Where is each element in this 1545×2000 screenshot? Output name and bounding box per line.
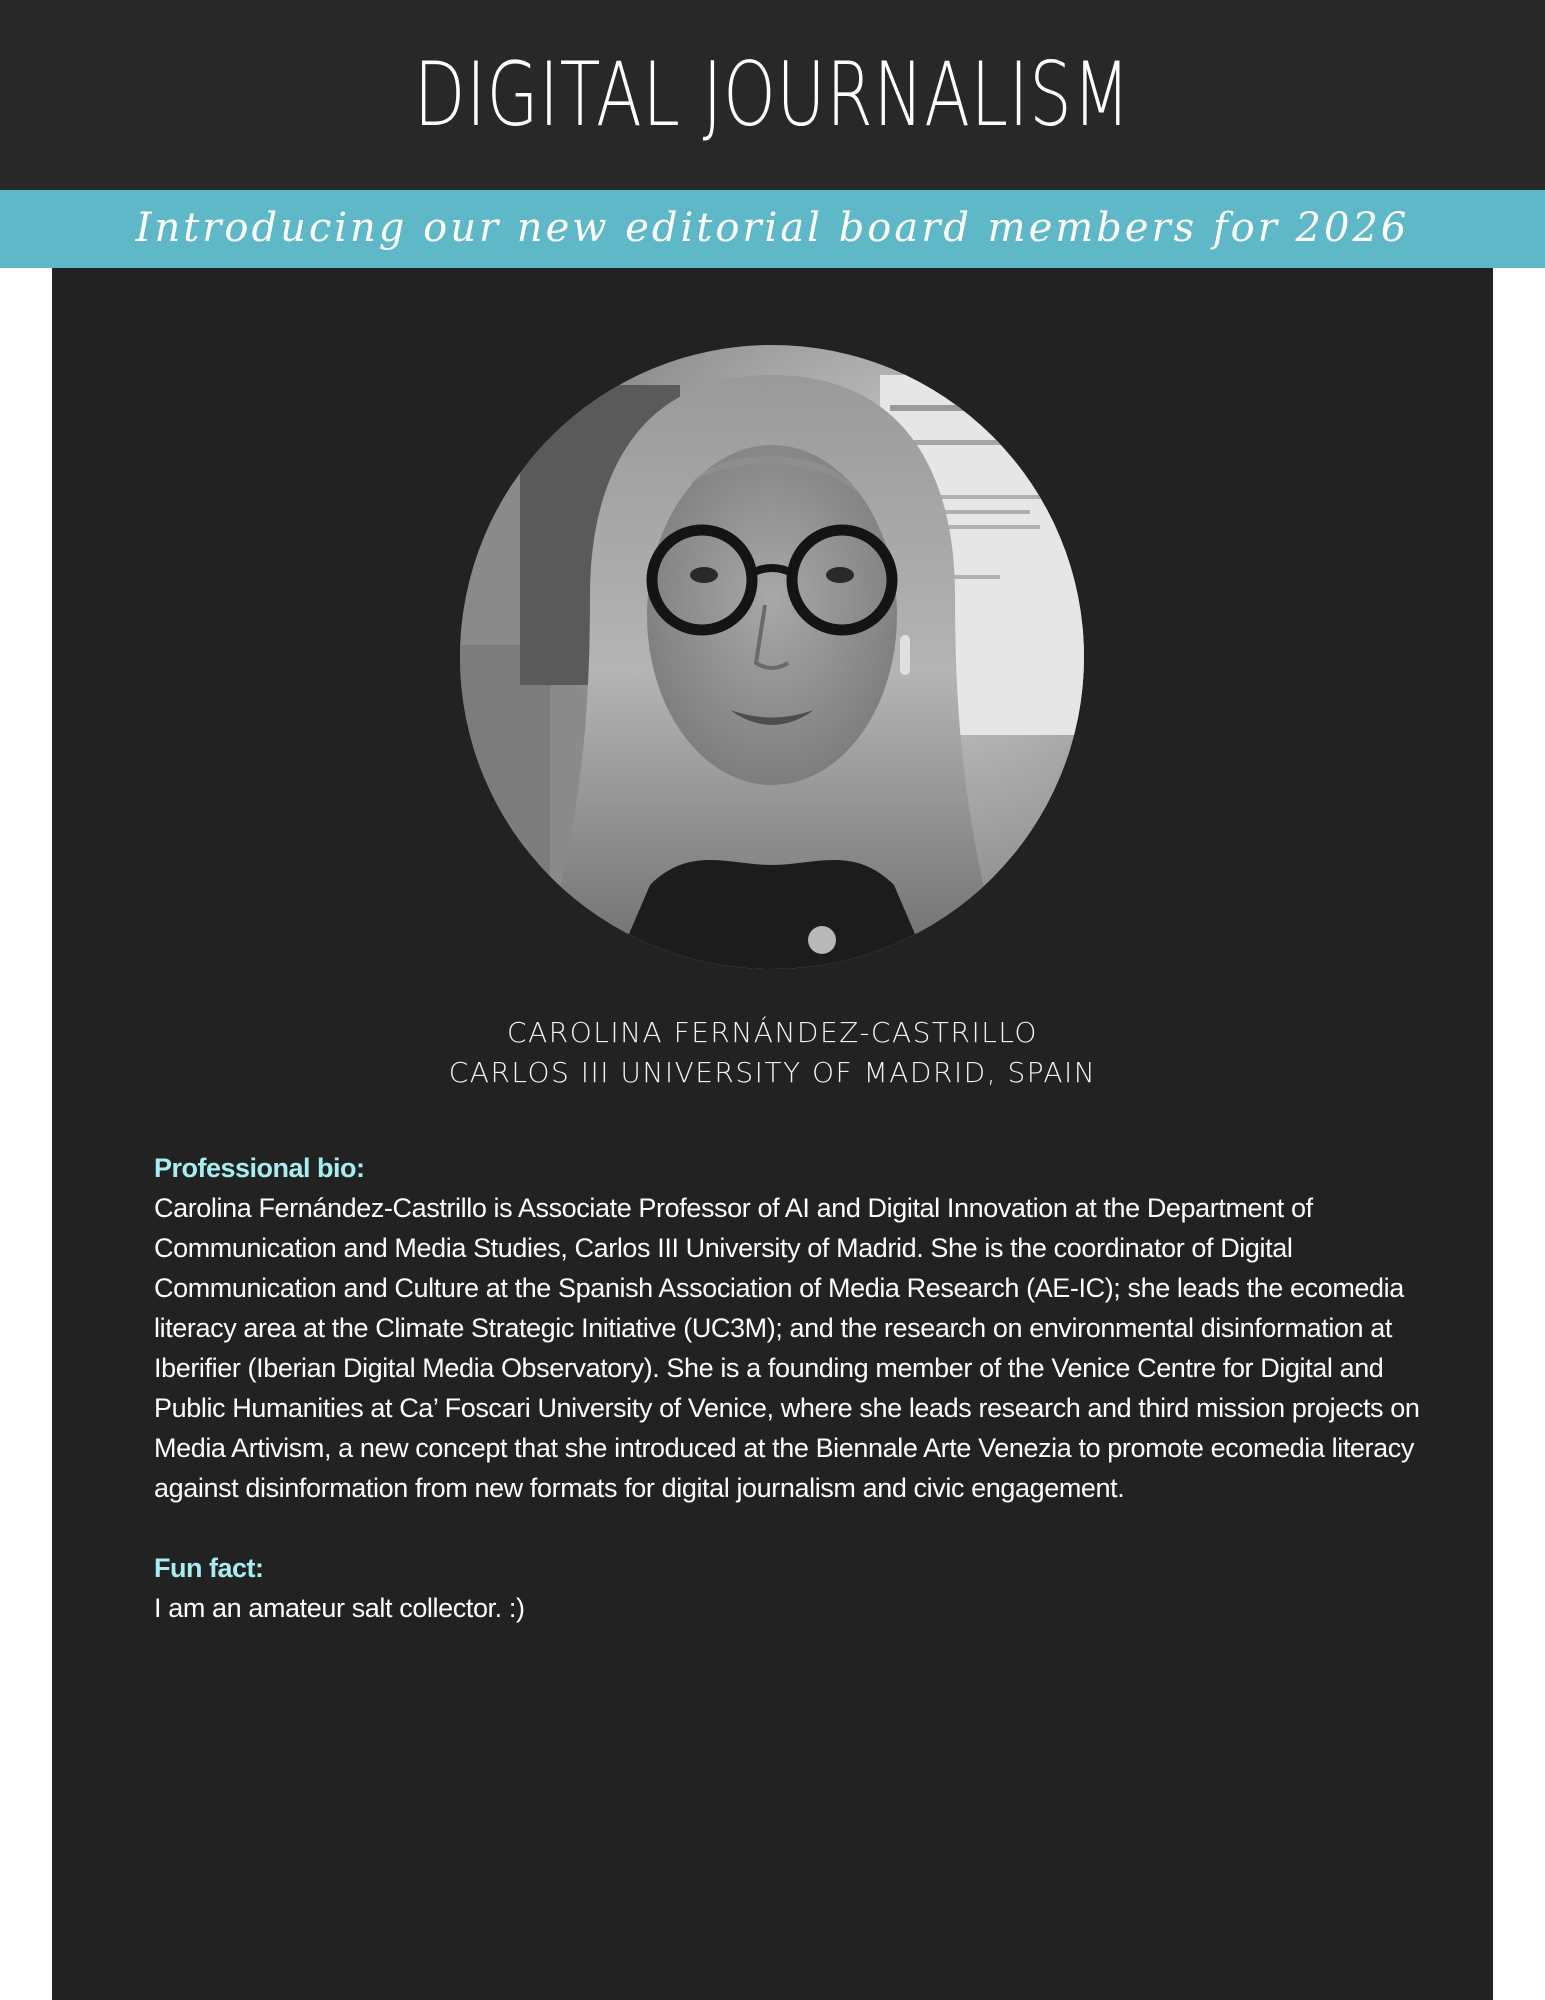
profile-photo (460, 345, 1084, 969)
fun-fact-label: Fun fact: (154, 1553, 264, 1583)
bio-label: Professional bio: (154, 1153, 365, 1183)
journal-title: DIGITAL JOURNALISM (413, 43, 1131, 146)
profile-content (154, 1148, 1444, 1628)
section-spacer (154, 1508, 1444, 1548)
banner-text: Introducing our new editorial board members for 2026 (135, 205, 1410, 251)
announcement-banner (0, 190, 1545, 268)
page-header (0, 0, 1545, 190)
profile-caption (52, 1013, 1493, 1093)
member-affiliation: CARLOS III UNIVERSITY OF MADRID, SPAIN (448, 1056, 1097, 1089)
bio-text: Carolina Fernández-Castrillo is Associate Professor of AI and Digital Innovation at the Department of Communication and Media Studies, Carlos III University of Madrid. She is the coordinator of Digital Communication and Culture at the Spanish Association of Media Research (AE-IC); she leads the ecomedia literacy area at the Climate Strategic Initiative (UC3M); and the research on environmental disinformation at Iberifier (Iberian Digital Media Observatory). She is a founding member of the Venice Centre for Digital and Public Humanities at Ca’ Foscari University of Venice, where she leads research and third mission projects on Media Artivism, a new concept that she introduced at the Biennale Arte Venezia to promote ecomedia literacy against disinformation from new formats for digital journalism and civic engagement. (154, 1193, 1420, 1503)
portrait-image (460, 345, 1084, 969)
member-name: CAROLINA FERNÁNDEZ-CASTRILLO (507, 1016, 1038, 1049)
profile-panel (52, 268, 1493, 2000)
fun-fact-text: I am an amateur salt collector. :) (154, 1593, 525, 1623)
